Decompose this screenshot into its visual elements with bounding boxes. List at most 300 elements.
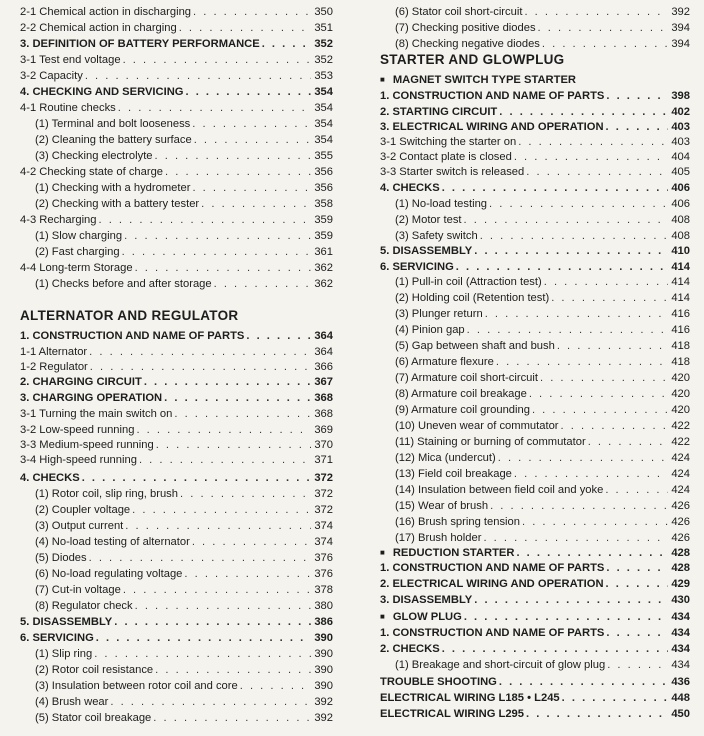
toc-entry bbox=[20, 116, 333, 132]
toc-entry-page: 370 bbox=[314, 439, 333, 451]
toc-entry bbox=[380, 674, 690, 690]
toc-entry-title: 1. CONSTRUCTION AND NAME OF PARTS bbox=[380, 562, 605, 574]
toc-entry-title: 3-3 Medium-speed running bbox=[20, 439, 154, 451]
toc-entry-page: 376 bbox=[314, 552, 333, 564]
toc-entry-title: (3) Safety switch bbox=[395, 230, 478, 242]
toc-entry-title: (8) Armature coil breakage bbox=[395, 388, 527, 400]
toc-entry-title: 1. CONSTRUCTION AND NAME OF PARTS bbox=[380, 627, 605, 639]
toc-entry-page: 361 bbox=[314, 246, 333, 258]
toc-entry-title: 2-1 Chemical action in discharging bbox=[20, 6, 192, 18]
toc-entry bbox=[380, 402, 690, 418]
dot-leader bbox=[606, 625, 668, 641]
toc-entry-page: 372 bbox=[314, 488, 333, 500]
toc-entry-title: (1) Checks before and after storage bbox=[35, 278, 212, 290]
toc-entry-page: 354 bbox=[314, 134, 333, 146]
dot-leader bbox=[606, 576, 668, 592]
toc-entry-page: 372 bbox=[314, 504, 333, 516]
toc-entry-page: 362 bbox=[314, 262, 333, 274]
toc-entry-title: 3-2 Low-speed running bbox=[20, 424, 135, 436]
toc-entry-title: 6. SERVICING bbox=[380, 261, 454, 273]
toc-entry-page: 353 bbox=[314, 70, 333, 82]
toc-entry-page: 390 bbox=[314, 632, 333, 644]
toc-entry-page: 416 bbox=[671, 308, 690, 320]
toc-entry-title: 2. CHARGING CIRCUIT bbox=[20, 376, 142, 388]
toc-entry bbox=[380, 434, 690, 450]
toc-entry-title: (2) Cleaning the battery surface bbox=[35, 134, 192, 146]
toc-entry-page: 366 bbox=[314, 361, 333, 373]
toc-entry bbox=[380, 274, 690, 290]
toc-entry-page: 352 bbox=[314, 54, 333, 66]
toc-entry bbox=[20, 646, 333, 662]
dot-leader bbox=[165, 164, 311, 180]
dot-leader bbox=[123, 582, 311, 598]
toc-entry-title: ■ MAGNET SWITCH TYPE STARTER bbox=[380, 72, 576, 89]
toc-entry-page: 422 bbox=[671, 436, 690, 448]
toc-entry-page: 386 bbox=[314, 616, 333, 628]
toc-entry bbox=[20, 132, 333, 148]
dot-leader bbox=[135, 260, 311, 276]
dot-leader bbox=[480, 228, 668, 244]
section-heading bbox=[20, 307, 333, 325]
dot-leader bbox=[442, 641, 668, 657]
dot-leader bbox=[499, 104, 668, 120]
toc-entry-title: ■ REDUCTION STARTER bbox=[380, 545, 514, 562]
toc-entry-title: 3-1 Turning the main switch on bbox=[20, 408, 173, 420]
toc-entry-page: 364 bbox=[314, 330, 333, 342]
toc-entry-title: 6. SERVICING bbox=[20, 632, 94, 644]
toc-entry-page: 378 bbox=[314, 584, 333, 596]
toc-entry bbox=[20, 437, 333, 453]
toc-entry-title: 2. ELECTRICAL WIRING AND OPERATION bbox=[380, 578, 604, 590]
toc-entry bbox=[380, 290, 690, 306]
toc-entry-title: 4-2 Checking state of charge bbox=[20, 166, 164, 178]
toc-entry bbox=[20, 452, 333, 468]
toc-entry-page: 406 bbox=[671, 182, 690, 194]
toc-entry-title: (1) Breakage and short-circuit of glow plug bbox=[395, 659, 606, 671]
dot-leader bbox=[474, 592, 668, 608]
toc-entry-page: 371 bbox=[314, 454, 333, 466]
toc-entry-title: (3) Insulation between rotor coil and core bbox=[35, 680, 238, 692]
toc-entry bbox=[380, 306, 690, 322]
toc-entry-page: 405 bbox=[671, 166, 690, 178]
toc-entry-page: 394 bbox=[671, 22, 690, 34]
dot-leader bbox=[606, 560, 668, 576]
toc-entry-title: 1-2 Regulator bbox=[20, 361, 88, 373]
toc-entry-page: 403 bbox=[671, 136, 690, 148]
dot-leader bbox=[155, 148, 311, 164]
toc-entry-page: 424 bbox=[671, 468, 690, 480]
toc-entry bbox=[20, 244, 333, 260]
toc-entry bbox=[380, 450, 690, 466]
toc-entry-page: 358 bbox=[314, 198, 333, 210]
toc-entry-title: 1. CONSTRUCTION AND NAME OF PARTS bbox=[380, 90, 605, 102]
toc-entry-page: 372 bbox=[314, 472, 333, 484]
toc-entry-title: (13) Field coil breakage bbox=[395, 468, 512, 480]
toc-entry-page: 354 bbox=[314, 86, 333, 98]
toc-entry-title: (6) Armature flexure bbox=[395, 356, 494, 368]
toc-entry-page: 374 bbox=[314, 536, 333, 548]
toc-entry-page: 359 bbox=[314, 214, 333, 226]
toc-entry bbox=[20, 518, 333, 534]
toc-entry bbox=[380, 609, 690, 625]
toc-entry bbox=[20, 328, 333, 344]
dot-leader bbox=[118, 100, 311, 116]
toc-entry-title: (3) Plunger return bbox=[395, 308, 483, 320]
toc-entry-page: 416 bbox=[671, 324, 690, 336]
toc-entry-title: (11) Staining or burning of commutator bbox=[395, 436, 586, 448]
dot-leader bbox=[179, 20, 311, 36]
dot-leader bbox=[193, 4, 311, 20]
toc-entry-page: 428 bbox=[671, 562, 690, 574]
toc-entry bbox=[380, 20, 690, 36]
dot-leader bbox=[174, 406, 311, 422]
toc-entry-page: 434 bbox=[671, 659, 690, 671]
toc-entry-page: 392 bbox=[314, 712, 333, 724]
toc-entry bbox=[380, 706, 690, 722]
toc-entry-page: 414 bbox=[671, 261, 690, 273]
dot-leader bbox=[125, 518, 311, 534]
toc-entry bbox=[20, 662, 333, 678]
toc-entry-title: (7) Checking positive diodes bbox=[395, 22, 536, 34]
toc-entry-page: 376 bbox=[314, 568, 333, 580]
toc-entry bbox=[380, 657, 690, 673]
toc-entry bbox=[380, 228, 690, 244]
toc-entry-title: 3. DISASSEMBLY bbox=[380, 594, 473, 606]
toc-entry bbox=[380, 149, 690, 165]
toc-entry-title: (5) Gap between shaft and bush bbox=[395, 340, 555, 352]
dot-leader bbox=[588, 434, 668, 450]
toc-entry-page: 362 bbox=[314, 278, 333, 290]
toc-entry-page: 380 bbox=[314, 600, 333, 612]
dot-leader bbox=[114, 614, 311, 630]
toc-entry bbox=[20, 148, 333, 164]
toc-entry-page: 355 bbox=[314, 150, 333, 162]
dot-leader bbox=[442, 180, 668, 196]
dot-leader bbox=[532, 402, 668, 418]
toc-entry bbox=[380, 482, 690, 498]
toc-entry bbox=[20, 534, 333, 550]
dot-leader bbox=[522, 514, 668, 530]
toc-entry-title: (5) Stator coil breakage bbox=[35, 712, 152, 724]
toc-entry-title: 3-2 Capacity bbox=[20, 70, 83, 82]
toc-entry bbox=[380, 36, 690, 52]
dot-leader bbox=[156, 437, 311, 453]
toc-entry-page: 414 bbox=[671, 292, 690, 304]
toc-entry-title: 1-1 Alternator bbox=[20, 346, 88, 358]
toc-entry bbox=[380, 498, 690, 514]
toc-entry-title: 1. CONSTRUCTION AND NAME OF PARTS bbox=[20, 330, 245, 342]
dot-leader bbox=[557, 338, 668, 354]
dot-leader bbox=[518, 134, 668, 150]
toc-entry-page: 426 bbox=[671, 500, 690, 512]
dot-leader bbox=[123, 52, 311, 68]
dot-leader bbox=[124, 228, 311, 244]
toc-entry-page: 364 bbox=[314, 346, 333, 358]
dot-leader bbox=[526, 164, 668, 180]
toc-entry-title: (1) Slip ring bbox=[35, 648, 93, 660]
toc-entry bbox=[380, 322, 690, 338]
toc-entry bbox=[20, 502, 333, 518]
toc-entry bbox=[20, 374, 333, 390]
toc-entry-title: (4) Pinion gap bbox=[395, 324, 465, 336]
toc-entry bbox=[20, 406, 333, 422]
dot-leader bbox=[606, 88, 668, 104]
toc-entry-page: 428 bbox=[671, 547, 690, 559]
dot-leader bbox=[89, 344, 311, 360]
toc-entry bbox=[380, 370, 690, 386]
toc-entry-page: 392 bbox=[314, 696, 333, 708]
toc-entry-title: (8) Regulator check bbox=[35, 600, 133, 612]
toc-entry bbox=[20, 84, 333, 100]
toc-entry-title: (4) Brush wear bbox=[35, 696, 109, 708]
toc-entry bbox=[380, 386, 690, 402]
toc-entry-page: 434 bbox=[671, 643, 690, 655]
toc-entry bbox=[380, 576, 690, 592]
toc-entry-page: 352 bbox=[314, 38, 333, 50]
toc-entry-title: 2. CHECKS bbox=[380, 643, 440, 655]
dot-leader bbox=[464, 212, 668, 228]
toc-entry-title: (16) Brush spring tension bbox=[395, 516, 520, 528]
dot-leader bbox=[605, 482, 668, 498]
toc-entry-page: 356 bbox=[314, 182, 333, 194]
dot-leader bbox=[82, 470, 311, 486]
toc-entry-page: 394 bbox=[671, 38, 690, 50]
dot-leader bbox=[136, 422, 311, 438]
toc-entry-title: 3. ELECTRICAL WIRING AND OPERATION bbox=[380, 121, 604, 133]
toc-entry-page: 418 bbox=[671, 340, 690, 352]
toc-entry-page: 354 bbox=[314, 102, 333, 114]
toc-entry-page: 426 bbox=[671, 516, 690, 528]
toc-entry-page: 430 bbox=[671, 594, 690, 606]
toc-entry-title: 2-2 Chemical action in charging bbox=[20, 22, 177, 34]
section-heading bbox=[380, 51, 690, 69]
toc-entry bbox=[380, 466, 690, 482]
toc-entry-title: (15) Wear of brush bbox=[395, 500, 489, 512]
dot-leader bbox=[240, 678, 311, 694]
toc-entry-page: 418 bbox=[671, 356, 690, 368]
toc-entry bbox=[380, 560, 690, 576]
toc-entry-page: 424 bbox=[671, 452, 690, 464]
toc-entry-page: 420 bbox=[671, 388, 690, 400]
toc-entry bbox=[380, 545, 690, 561]
toc-entry-page: 351 bbox=[314, 22, 333, 34]
toc-entry bbox=[380, 164, 690, 180]
dot-leader bbox=[551, 290, 668, 306]
toc-entry-title: (7) Armature coil short-circuit bbox=[395, 372, 538, 384]
dot-leader bbox=[262, 36, 311, 52]
toc-entry bbox=[20, 359, 333, 375]
toc-entry bbox=[20, 36, 333, 52]
dot-leader bbox=[499, 674, 668, 690]
dot-leader bbox=[524, 4, 668, 20]
toc-entry-title: 4-3 Recharging bbox=[20, 214, 97, 226]
toc-entry-page: 398 bbox=[671, 90, 690, 102]
dot-leader bbox=[192, 534, 311, 550]
dot-leader bbox=[90, 359, 311, 375]
toc-entry-page: 436 bbox=[671, 676, 690, 688]
toc-entry bbox=[20, 100, 333, 116]
toc-entry-page: 408 bbox=[671, 230, 690, 242]
toc-entry bbox=[380, 418, 690, 434]
toc-entry-title: 5. DISASSEMBLY bbox=[20, 616, 113, 628]
toc-entry-page: 374 bbox=[314, 520, 333, 532]
toc-entry-page: 367 bbox=[314, 376, 333, 388]
toc-entry-page: 420 bbox=[671, 404, 690, 416]
dot-leader bbox=[456, 259, 668, 275]
toc-entry bbox=[20, 486, 333, 502]
dot-leader bbox=[514, 466, 668, 482]
toc-entry-title: (10) Uneven wear of commutator bbox=[395, 420, 559, 432]
dot-leader bbox=[139, 452, 311, 468]
toc-entry-title: (8) Checking negative diodes bbox=[395, 38, 540, 50]
toc-entry bbox=[20, 566, 333, 582]
toc-entry-page: 414 bbox=[671, 276, 690, 288]
toc-entry-page: 390 bbox=[314, 648, 333, 660]
dot-leader bbox=[186, 84, 312, 100]
toc-entry-title: (7) Cut-in voltage bbox=[35, 584, 121, 596]
toc-entry bbox=[380, 88, 690, 104]
dot-leader bbox=[110, 694, 311, 710]
toc-entry-title: (2) Holding coil (Retention test) bbox=[395, 292, 550, 304]
toc-entry-page: 406 bbox=[671, 198, 690, 210]
toc-entry-title: 4. CHECKS bbox=[20, 472, 80, 484]
toc-entry-page: 368 bbox=[314, 392, 333, 404]
toc-entry bbox=[380, 119, 690, 135]
toc-entry-page: 420 bbox=[671, 372, 690, 384]
toc-entry-title: (1) Pull-in coil (Attraction test) bbox=[395, 276, 542, 288]
toc-entry bbox=[20, 422, 333, 438]
toc-entry bbox=[380, 338, 690, 354]
toc-entry-page: 359 bbox=[314, 230, 333, 242]
toc-entry-page: 450 bbox=[671, 708, 690, 720]
toc-entry-title: (9) Armature coil grounding bbox=[395, 404, 530, 416]
toc-entry bbox=[20, 614, 333, 630]
dot-leader bbox=[184, 566, 311, 582]
dot-leader bbox=[498, 450, 668, 466]
dot-leader bbox=[89, 550, 311, 566]
dot-leader bbox=[562, 690, 668, 706]
toc-entry-page: 422 bbox=[671, 420, 690, 432]
toc-entry-title: (1) Rotor coil, slip ring, brush bbox=[35, 488, 179, 500]
dot-leader bbox=[467, 322, 668, 338]
toc-entry bbox=[380, 259, 690, 275]
toc-entry-page: 410 bbox=[671, 245, 690, 257]
dot-leader bbox=[214, 276, 311, 292]
toc-entry bbox=[20, 164, 333, 180]
toc-entry-title: (12) Mica (undercut) bbox=[395, 452, 496, 464]
toc-entry bbox=[380, 592, 690, 608]
toc-entry-title: ■ GLOW PLUG bbox=[380, 609, 462, 626]
dot-leader bbox=[538, 20, 668, 36]
toc-entry-title: (1) No-load testing bbox=[395, 198, 488, 210]
dot-leader bbox=[94, 646, 311, 662]
toc-entry bbox=[20, 180, 333, 196]
toc-entry-title: 4-1 Routine checks bbox=[20, 102, 116, 114]
toc-entry-title: 3-2 Contact plate is closed bbox=[380, 151, 512, 163]
dot-leader bbox=[96, 630, 311, 646]
toc-entry-title: (3) Checking electrolyte bbox=[35, 150, 153, 162]
toc-entry-title: STARTER AND GLOWPLUG bbox=[380, 52, 565, 67]
toc-entry-page: 368 bbox=[314, 408, 333, 420]
toc-entry bbox=[20, 630, 333, 646]
toc-entry-title: (1) Slow charging bbox=[35, 230, 123, 242]
dot-leader bbox=[607, 657, 668, 673]
dot-leader bbox=[135, 598, 311, 614]
toc-entry-title: (1) Checking with a hydrometer bbox=[35, 182, 191, 194]
dot-leader bbox=[155, 662, 311, 678]
dot-leader bbox=[529, 386, 668, 402]
toc-entry-title: (3) Output current bbox=[35, 520, 124, 532]
dot-leader bbox=[122, 244, 311, 260]
toc-entry bbox=[20, 276, 333, 292]
toc-entry bbox=[20, 344, 333, 360]
toc-entry-page: 402 bbox=[671, 106, 690, 118]
toc-entry-page: 424 bbox=[671, 484, 690, 496]
toc-entry bbox=[380, 354, 690, 370]
toc-entry-title: (5) Diodes bbox=[35, 552, 87, 564]
toc-entry bbox=[380, 514, 690, 530]
toc-entry bbox=[20, 196, 333, 212]
toc-entry bbox=[20, 20, 333, 36]
toc-entry bbox=[380, 530, 690, 546]
toc-entry-page: 354 bbox=[314, 118, 333, 130]
toc-entry-page: 408 bbox=[671, 214, 690, 226]
toc-entry bbox=[20, 52, 333, 68]
toc-entry-title: (4) No-load testing of alternator bbox=[35, 536, 190, 548]
dot-leader bbox=[144, 374, 311, 390]
toc-entry-title: (2) Coupler voltage bbox=[35, 504, 131, 516]
dot-leader bbox=[99, 212, 312, 228]
toc-entry bbox=[380, 72, 690, 88]
toc-entry-page: 390 bbox=[314, 680, 333, 692]
toc-entry-page: 434 bbox=[671, 627, 690, 639]
toc-entry-title: ELECTRICAL WIRING L295 bbox=[380, 708, 525, 720]
toc-entry-title: (17) Brush holder bbox=[395, 532, 482, 544]
dot-leader bbox=[561, 418, 668, 434]
toc-entry-page: 426 bbox=[671, 532, 690, 544]
toc-entry-page: 403 bbox=[671, 121, 690, 133]
toc-entry bbox=[20, 4, 333, 20]
toc-entry bbox=[20, 68, 333, 84]
toc-entry-title: (14) Insulation between field coil and yoke bbox=[395, 484, 604, 496]
toc-entry-title: 3. CHARGING OPERATION bbox=[20, 392, 163, 404]
toc-entry-title: 3-1 Switching the starter on bbox=[380, 136, 517, 148]
toc-entry bbox=[20, 598, 333, 614]
toc-entry-title: 3-1 Test end voltage bbox=[20, 54, 121, 66]
toc-entry-page: 350 bbox=[314, 6, 333, 18]
toc-entry-title: (2) Motor test bbox=[395, 214, 462, 226]
toc-entry-title: 3-4 High-speed running bbox=[20, 454, 137, 466]
toc-entry-title: 4. CHECKS bbox=[380, 182, 440, 194]
dot-leader bbox=[201, 196, 311, 212]
toc-entry-title: (6) No-load regulating voltage bbox=[35, 568, 183, 580]
toc-entry bbox=[380, 243, 690, 259]
toc-entry bbox=[380, 180, 690, 196]
dot-leader bbox=[474, 243, 668, 259]
toc-entry-title: 3. DEFINITION OF BATTERY PERFORMANCE bbox=[20, 38, 260, 50]
toc-entry bbox=[20, 390, 333, 406]
toc-entry bbox=[380, 641, 690, 657]
dot-leader bbox=[526, 706, 668, 722]
toc-entry-page: 448 bbox=[671, 692, 690, 704]
toc-entry bbox=[380, 196, 690, 212]
toc-entry bbox=[380, 212, 690, 228]
dot-leader bbox=[542, 36, 668, 52]
toc-entry-title: (6) Stator coil short-circuit bbox=[395, 6, 523, 18]
dot-leader bbox=[192, 116, 311, 132]
toc-entry-page: 434 bbox=[671, 611, 690, 623]
toc-entry bbox=[20, 582, 333, 598]
